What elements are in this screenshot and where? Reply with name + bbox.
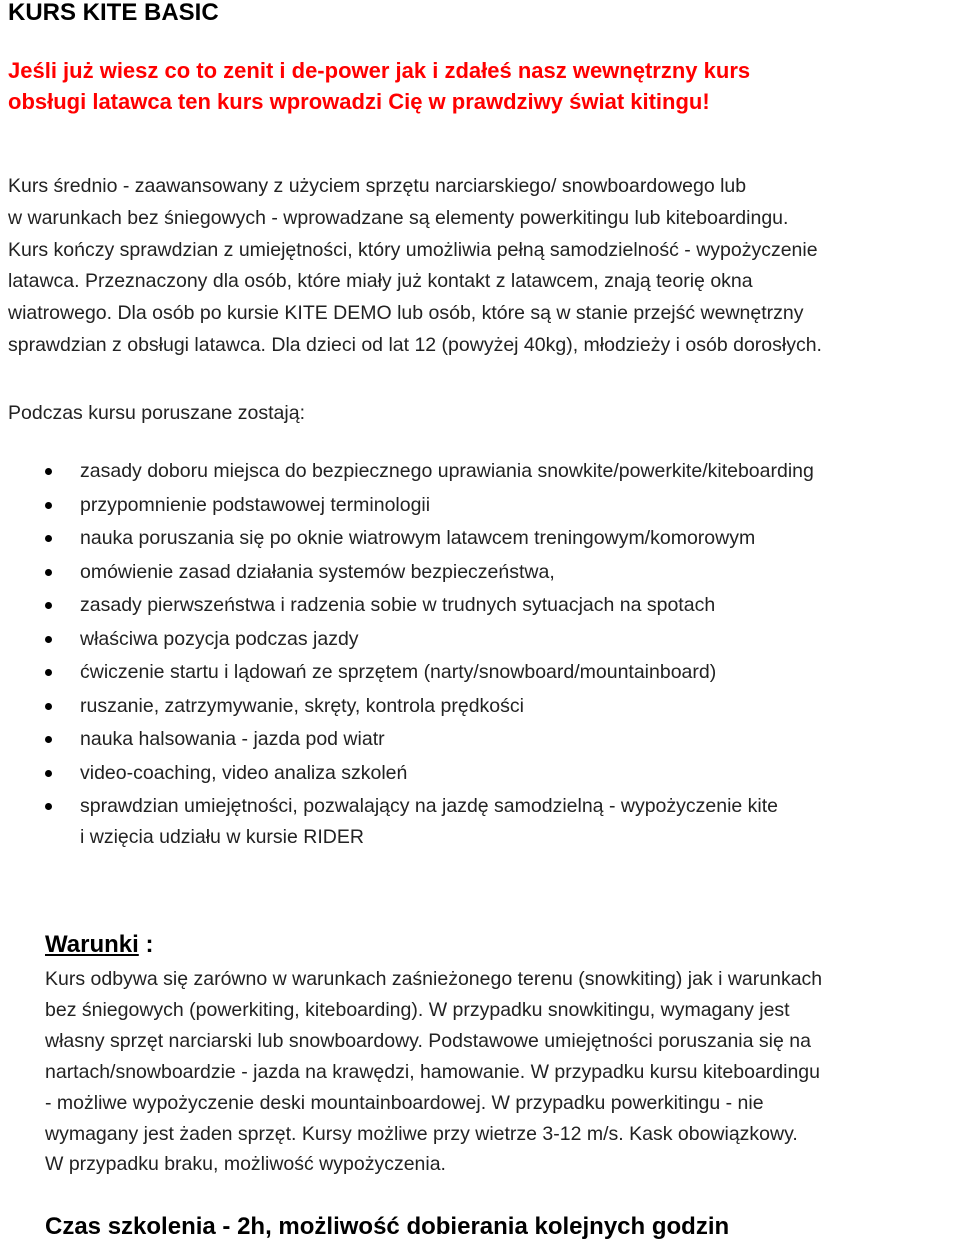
- conditions-heading-label: Warunki: [45, 931, 139, 958]
- list-item-text: zasady pierwszeństwa i radzenia sobie w trudnych sytuacjach na spotach: [80, 594, 716, 616]
- list-item-text: właściwa pozycja podczas jazdy: [80, 627, 359, 650]
- list-item: [0, 456, 814, 487]
- list-item: [0, 691, 814, 722]
- list-item-line: i wzięcia udziału w kursie RIDER: [80, 826, 364, 848]
- bullet-icon: [45, 636, 52, 643]
- list-item-text: [80, 791, 814, 853]
- intro-paragraph: [8, 171, 822, 362]
- list-item: [0, 523, 814, 554]
- intro-line: Kurs kończy sprawdzian z umiejętności, który umożliwia pełną samodzielność - wypożyczenie: [8, 238, 818, 261]
- intro-line: latawca. Przeznaczony dla osób, które miały już kontakt z latawcem, znają teorię okna: [8, 270, 753, 293]
- bullet-icon: [45, 468, 52, 475]
- conditions-line: własny sprzęt narciarski lub snowboardowy. Podstawowe umiejętności poruszania się na: [45, 1029, 811, 1052]
- intro-line: wiatrowego. Dla osób po kursie KITE DEMO lub osób, które są w stanie przejść wewnętrzny: [8, 302, 804, 325]
- list-item: [0, 557, 814, 588]
- bullet-icon: [45, 569, 52, 576]
- subtitle-line: Jeśli już wiesz co to zenit i de-power jak i zdałeś nasz wewnętrzny kurs: [8, 58, 751, 83]
- list-item: [0, 657, 814, 688]
- list-item-text: ruszanie, zatrzymywanie, skręty, kontrola prędkości: [80, 694, 524, 717]
- subtitle-line: obsługi latawca ten kurs wprowadzi Cię w prawdziwy świat kitingu!: [8, 89, 710, 114]
- bullet-icon: [45, 669, 52, 676]
- list-item-text: ćwiczenie startu i lądowań ze sprzętem (narty/snowboard/mountainboard): [80, 661, 717, 683]
- bullet-icon: [45, 736, 52, 743]
- conditions-line: bez śniegowych (powerkiting, kiteboarding). W przypadku snowkitingu, wymagany jest: [45, 998, 790, 1021]
- bullet-icon: [45, 502, 52, 509]
- conditions-line: wymagany jest żaden sprzęt. Kursy możliwe przy wietrze 3-12 m/s. Kask obowiązkowy.: [45, 1122, 798, 1145]
- list-item-text: video-coaching, video analiza szkoleń: [80, 761, 408, 784]
- bullet-icon: [45, 703, 52, 710]
- conditions-heading: [45, 929, 153, 961]
- conditions-line: - możliwe wypożyczenie deski mountainboardowej. W przypadku powerkitingu - nie: [45, 1091, 764, 1114]
- list-item-text: przypomnienie podstawowej terminologii: [80, 493, 431, 516]
- list-item-text: nauka halsowania - jazda pod wiatr: [80, 728, 385, 750]
- list-item: [0, 758, 814, 789]
- intro-line: sprawdzian z obsługi latawca. Dla dzieci od lat 12 (powyżej 40kg), młodzieży i osób dorosłych.: [8, 333, 822, 356]
- list-item: [0, 724, 814, 755]
- conditions-line: Kurs odbywa się zarówno w warunkach zaśnieżonego terenu (snowkiting) jak i warunkach: [45, 968, 823, 990]
- conditions-line: nartach/snowboardzie - jazda na krawędzi, hamowanie. W przypadku kursu kiteboardingu: [45, 1060, 820, 1083]
- list-item: [0, 490, 814, 521]
- duration-heading: Czas szkolenia - 2h, możliwość dobierania kolejnych godzin: [45, 1213, 730, 1240]
- conditions-heading-suffix: :: [138, 931, 154, 958]
- list-item: [0, 791, 814, 853]
- bullet-icon: [45, 803, 52, 810]
- page-title: KURS KITE BASIC: [8, 0, 219, 26]
- subtitle: [8, 55, 958, 117]
- list-item-line: sprawdzian umiejętności, pozwalający na jazdę samodzielną - wypożyczenie kite: [80, 795, 779, 817]
- topics-lead: Podczas kursu poruszane zostają:: [8, 402, 305, 424]
- list-item: [0, 590, 814, 621]
- list-item-text: zasady doboru miejsca do bezpiecznego uprawiania snowkite/powerkite/kiteboarding: [80, 460, 814, 482]
- bullet-icon: [45, 602, 52, 609]
- bullet-icon: [45, 535, 52, 542]
- intro-line: Kurs średnio - zaawansowany z użyciem sprzętu narciarskiego/ snowboardowego lub: [8, 175, 747, 197]
- conditions-paragraph: [45, 964, 822, 1180]
- list-item: [0, 624, 814, 655]
- conditions-line: W przypadku braku, możliwość wypożyczenia.: [45, 1153, 446, 1176]
- topics-list: [0, 456, 814, 856]
- list-item-text: omówienie zasad działania systemów bezpieczeństwa,: [80, 560, 555, 583]
- intro-line: w warunkach bez śniegowych - wprowadzane są elementy powerkitingu lub kiteboardingu.: [8, 206, 789, 229]
- list-item-text: nauka poruszania się po oknie wiatrowym latawcem treningowym/komorowym: [80, 527, 756, 549]
- bullet-icon: [45, 770, 52, 777]
